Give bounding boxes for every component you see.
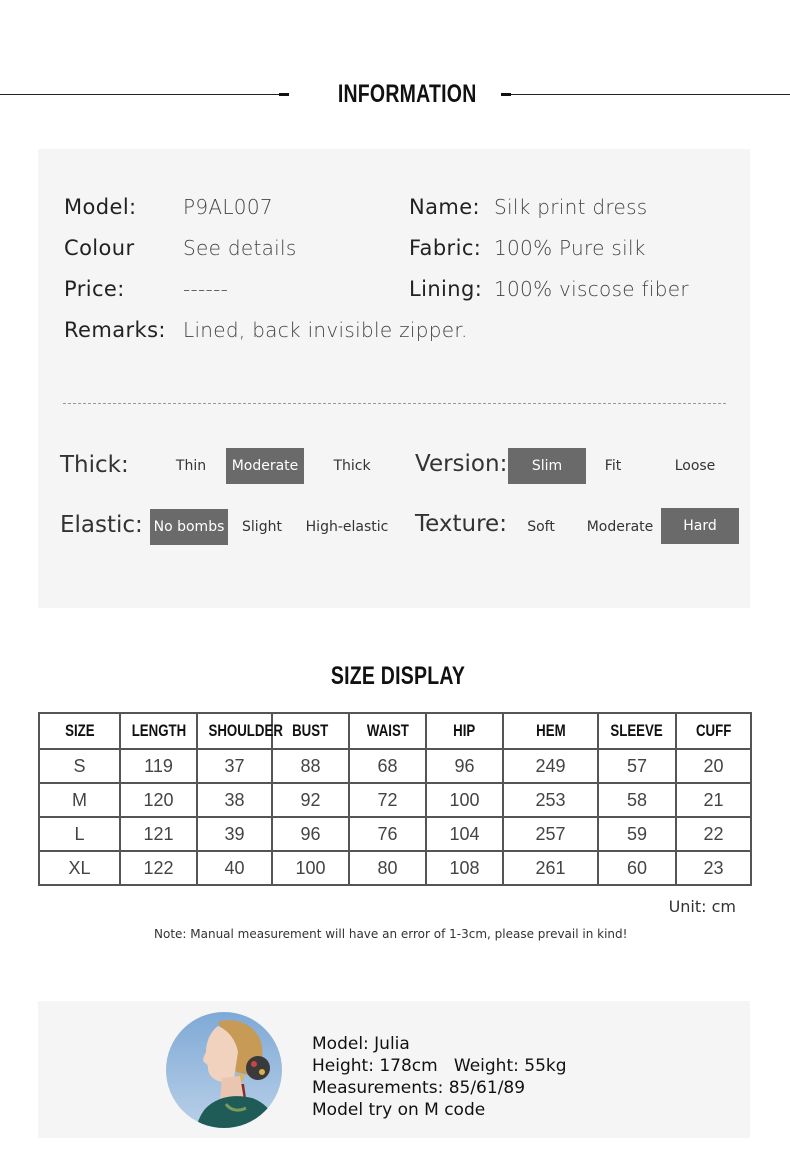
size-table-header-row xyxy=(39,713,751,749)
size-display-title: SIZE DISPLAY xyxy=(330,662,466,690)
table-cell: 72 xyxy=(349,783,426,817)
table-cell: 22 xyxy=(676,817,751,851)
information-title: INFORMATION xyxy=(337,80,477,108)
price-value: ------ xyxy=(183,277,229,301)
size-table xyxy=(38,712,752,886)
remarks-label: Remarks: xyxy=(64,318,166,342)
colour-label: Colour xyxy=(64,236,135,260)
remarks-value: Lined, back invisible zipper. xyxy=(183,318,468,342)
version-option-loose: Loose xyxy=(674,458,716,474)
table-cell: 261 xyxy=(503,851,598,885)
table-cell: 21 xyxy=(676,783,751,817)
header-cuff: CUFF xyxy=(676,713,751,749)
table-cell: S xyxy=(39,749,120,783)
table-cell: 249 xyxy=(503,749,598,783)
table-cell: 37 xyxy=(197,749,272,783)
table-cell: 108 xyxy=(426,851,503,885)
version-option-slim: Slim xyxy=(508,448,586,484)
texture-option-moderate: Moderate xyxy=(586,519,654,535)
thick-option-thick: Thick xyxy=(333,458,371,474)
table-cell: 23 xyxy=(676,851,751,885)
table-row xyxy=(39,817,751,851)
texture-option-soft: Soft xyxy=(527,519,555,535)
name-value: Silk print dress xyxy=(494,195,648,219)
model-label: Model: xyxy=(64,195,137,219)
texture-option-hard: Hard xyxy=(661,508,739,544)
measurement-note: Note: Manual measurement will have an error of 1-3cm, please prevail in kind! xyxy=(154,927,628,941)
divider-dotted xyxy=(63,403,726,404)
table-cell: 92 xyxy=(272,783,349,817)
table-cell: L xyxy=(39,817,120,851)
table-cell: 121 xyxy=(120,817,197,851)
header-waist: WAIST xyxy=(349,713,426,749)
elastic-option-slight: Slight xyxy=(242,519,282,535)
table-cell: 40 xyxy=(197,851,272,885)
thick-option-moderate: Moderate xyxy=(226,448,304,484)
table-cell: 68 xyxy=(349,749,426,783)
table-cell: 57 xyxy=(598,749,676,783)
table-cell: 88 xyxy=(272,749,349,783)
table-cell: 38 xyxy=(197,783,272,817)
table-cell: 120 xyxy=(120,783,197,817)
header-bust: BUST xyxy=(272,713,349,749)
table-cell: 100 xyxy=(272,851,349,885)
table-cell: XL xyxy=(39,851,120,885)
model-avatar xyxy=(166,1012,282,1128)
table-cell: 122 xyxy=(120,851,197,885)
fabric-value: 100% Pure silk xyxy=(494,236,646,260)
header-shoulder: SHOULDER xyxy=(197,713,272,749)
model-portrait-image xyxy=(166,1012,282,1128)
lining-label: Lining: xyxy=(409,277,483,301)
elastic-option-no-bombs: No bombs xyxy=(150,509,228,545)
header-hip: HIP xyxy=(426,713,503,749)
texture-label: Texture: xyxy=(415,511,507,537)
heading-dash-right xyxy=(501,93,511,96)
heading-dash-left xyxy=(279,93,289,96)
name-label: Name: xyxy=(409,195,481,219)
table-cell: 20 xyxy=(676,749,751,783)
unit-label: Unit: cm xyxy=(668,897,736,916)
model-size-note: Model try on M code xyxy=(312,1100,486,1120)
table-cell: 59 xyxy=(598,817,676,851)
table-cell: 58 xyxy=(598,783,676,817)
table-cell: 253 xyxy=(503,783,598,817)
model-name: Model: Julia xyxy=(312,1034,410,1054)
thick-label: Thick: xyxy=(60,452,129,478)
table-cell: 96 xyxy=(272,817,349,851)
elastic-label: Elastic: xyxy=(60,512,143,538)
colour-value: See details xyxy=(183,236,297,260)
table-row xyxy=(39,749,751,783)
thick-option-thin: Thin xyxy=(175,458,207,474)
table-cell: 100 xyxy=(426,783,503,817)
table-row xyxy=(39,851,751,885)
model-value: P9AL007 xyxy=(183,195,273,219)
table-cell: 80 xyxy=(349,851,426,885)
heading-rule-left xyxy=(0,94,280,95)
header-size: SIZE xyxy=(39,713,120,749)
table-cell: 39 xyxy=(197,817,272,851)
elastic-option-high-elastic: High-elastic xyxy=(305,519,389,535)
table-cell: M xyxy=(39,783,120,817)
table-cell: 104 xyxy=(426,817,503,851)
model-height-weight: Height: 178cm Weight: 55kg xyxy=(312,1056,567,1076)
version-option-fit: Fit xyxy=(604,458,622,474)
table-cell: 96 xyxy=(426,749,503,783)
table-cell: 60 xyxy=(598,851,676,885)
table-row xyxy=(39,783,751,817)
version-label: Version: xyxy=(415,451,508,477)
header-sleeve: SLEEVE xyxy=(598,713,676,749)
header-length: LENGTH xyxy=(120,713,197,749)
table-cell: 76 xyxy=(349,817,426,851)
table-cell: 257 xyxy=(503,817,598,851)
lining-value: 100% viscose fiber xyxy=(494,277,689,301)
header-hem: HEM xyxy=(503,713,598,749)
model-measurements: Measurements: 85/61/89 xyxy=(312,1078,526,1098)
price-label: Price: xyxy=(64,277,125,301)
heading-rule-right xyxy=(511,94,790,95)
table-cell: 119 xyxy=(120,749,197,783)
fabric-label: Fabric: xyxy=(409,236,482,260)
